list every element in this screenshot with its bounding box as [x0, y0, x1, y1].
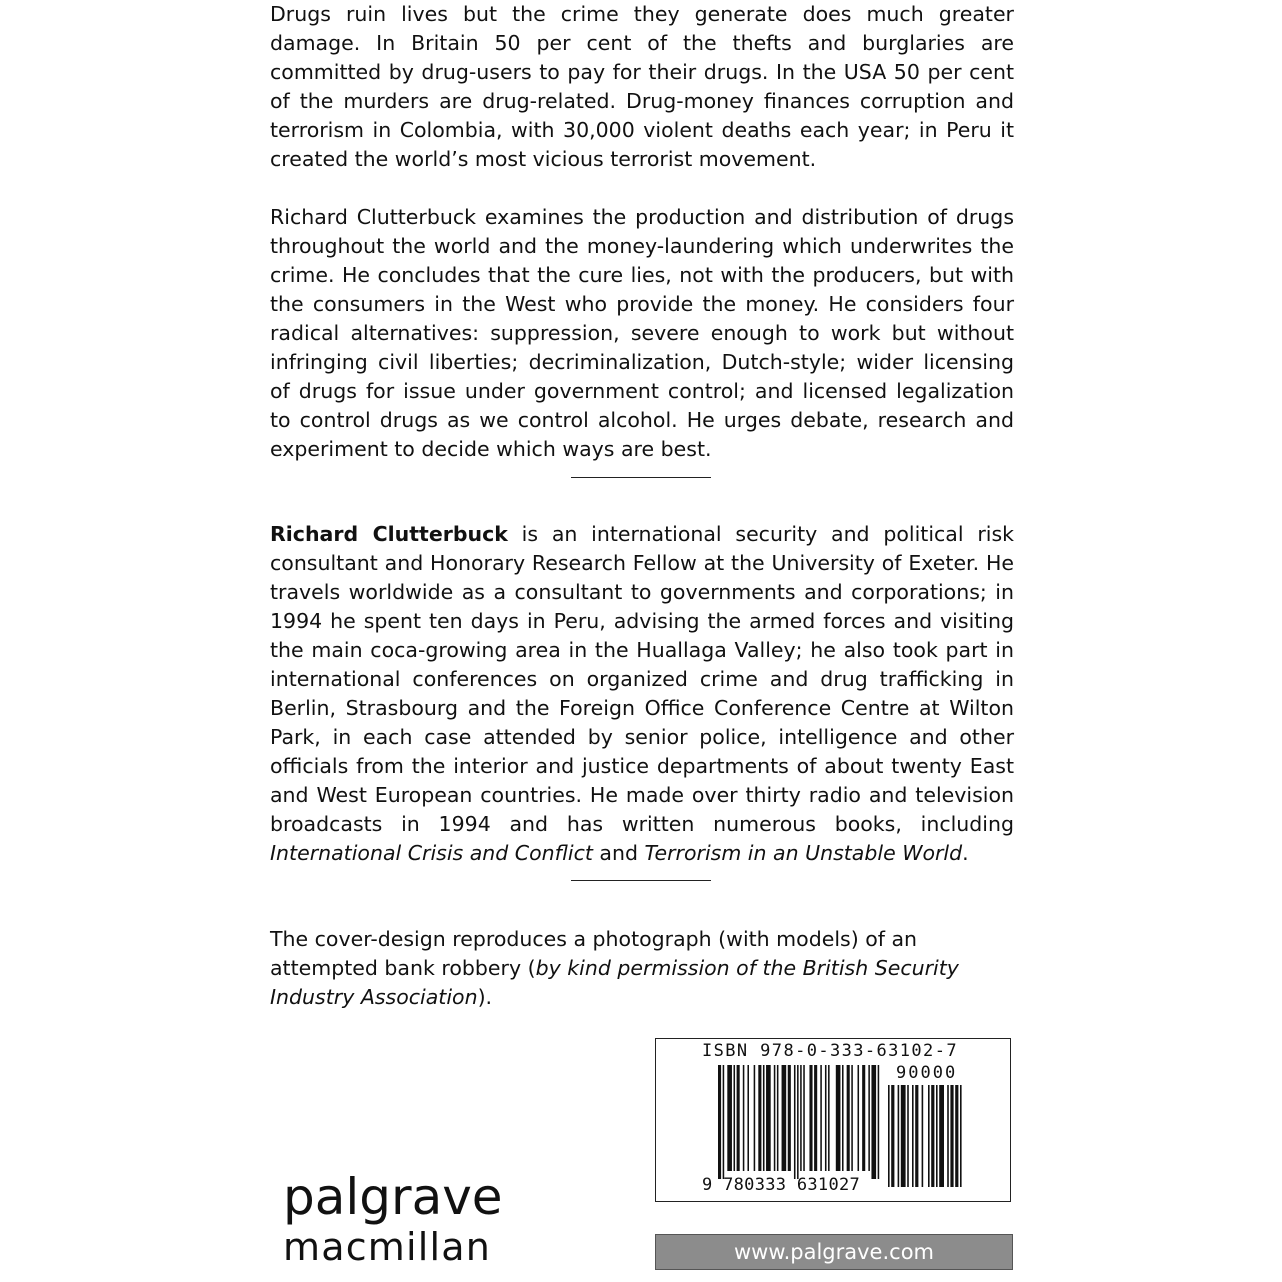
book-title: Terrorism in an Unstable World — [644, 841, 963, 865]
barcode-bar — [727, 1065, 732, 1171]
barcode-bar — [901, 1085, 906, 1187]
barcode-bar — [836, 1065, 841, 1171]
barcode-bar — [871, 1065, 876, 1179]
barcode-bar — [922, 1085, 924, 1187]
isbn-barcode — [655, 1038, 1011, 1202]
author-bio: Richard Clutterbuck is an international security and political risk consultant and Honorary Research Fellow at the University of Exeter. He travels worldwide as a consultant to governments and corporations; in 1994 he spent ten days in Peru, advising the armed forces and visiting the main coca-growing area in the Huallaga Valley; he also took part in international conferences on organized crime and drug trafficking in Berlin, Strasbourg and the Foreign Office Conference Centre at Wilton Park, in each case attended by senior police, intelligence and other officials from the interior and justice departments of about twenty East and West European countries. He made over thirty radio and television broadcasts in 1994 and has written numerous books, including International Crisis and Conflict and Terrorism in an Unstable World. — [270, 522, 1014, 865]
publisher-logo-line2: macmillan — [283, 1225, 492, 1269]
barcode-bar — [800, 1065, 802, 1171]
section-divider — [571, 880, 711, 881]
barcode-bar — [797, 1065, 799, 1179]
barcode-bar — [931, 1085, 934, 1187]
barcode-bar — [718, 1065, 721, 1179]
barcode-bar — [955, 1085, 958, 1187]
barcode-digits: 9 780333 631027 — [702, 1175, 861, 1195]
barcode-bar — [734, 1065, 736, 1171]
barcode-bar — [928, 1085, 930, 1187]
barcode-bar — [862, 1065, 865, 1171]
barcode-bar — [915, 1085, 918, 1187]
barcode-bar — [777, 1065, 779, 1171]
barcode-bar — [814, 1065, 817, 1171]
barcode-bar — [907, 1085, 909, 1187]
barcode-bar — [950, 1085, 953, 1187]
barcode-bar — [820, 1065, 822, 1171]
barcode-bar — [947, 1085, 949, 1187]
cover-credit: The cover-design reproduces a photograph (with models) of an attempted bank robbery (by kind permission of the British Security Industry Association). — [270, 927, 959, 1009]
barcode-bar — [743, 1065, 745, 1171]
author-name: Richard Clutterbuck — [270, 522, 508, 546]
barcode-bar — [774, 1065, 776, 1171]
blurb-paragraph-1: Drugs ruin lives but the crime they generate does much greater damage. In Britain 50 per cent of the thefts and burglaries are committed by drug-users to pay for their drugs. In the USA 50 per cent of the murders are drug-related. Drug-money finances corruption and terrorism in Colombia, with 30,000 violent deaths each year; in Peru it created the world’s most vicious terrorist movement. — [270, 2, 1014, 171]
isbn-label: ISBN 978-0-333-63102-7 — [702, 1041, 958, 1061]
barcode-bar — [782, 1065, 787, 1171]
barcode-bar — [788, 1065, 791, 1171]
barcode-bar — [868, 1065, 870, 1171]
book-title: International Crisis and Conflict — [270, 841, 593, 865]
barcode-bar — [936, 1085, 938, 1187]
barcode-bar — [747, 1065, 749, 1171]
barcode-bar — [758, 1065, 761, 1171]
barcode-bar — [737, 1065, 740, 1171]
barcode-bar — [898, 1085, 900, 1187]
barcode-bar — [763, 1065, 765, 1171]
barcode-bar — [888, 1085, 890, 1187]
section-divider — [571, 477, 711, 478]
website-url[interactable]: www.palgrave.com — [655, 1234, 1013, 1270]
barcode-bar — [912, 1085, 914, 1187]
barcode-bar — [828, 1065, 830, 1171]
barcode-bar — [766, 1065, 771, 1171]
publisher-logo — [283, 1168, 503, 1269]
barcode-bar — [842, 1065, 844, 1171]
barcode-bar — [723, 1065, 725, 1179]
barcode-bar — [809, 1065, 812, 1171]
barcode-bar — [878, 1065, 880, 1179]
barcode-bar — [847, 1065, 850, 1171]
barcode-bar — [825, 1065, 827, 1171]
publisher-logo-line1: palgrave — [283, 1168, 503, 1226]
barcode-bar — [851, 1065, 853, 1171]
barcode-bar — [858, 1065, 860, 1171]
barcode-bar — [960, 1085, 962, 1187]
barcode-addon-digits: 90000 — [896, 1063, 958, 1083]
blurb-paragraph-2: Richard Clutterbuck examines the production and distribution of drugs throughout the world and the money-laundering which underwrites the crime. He concludes that the cure lies, not with the producers, but with the consumers in the West who provide the money. He considers four radical alternatives: suppression, severe enough to work but without infringing civil liberties; decriminalization, Dutch-style; wider licensing of drugs for issue under government control; and licensed legalization to control drugs as we control alcohol. He urges debate, research and experiment to decide which ways are best. — [270, 205, 1014, 461]
barcode-bar — [794, 1065, 796, 1179]
barcode-bar — [803, 1065, 805, 1171]
barcode-bar — [754, 1065, 756, 1171]
barcode-bar — [939, 1085, 944, 1187]
barcode-bar — [891, 1085, 894, 1187]
